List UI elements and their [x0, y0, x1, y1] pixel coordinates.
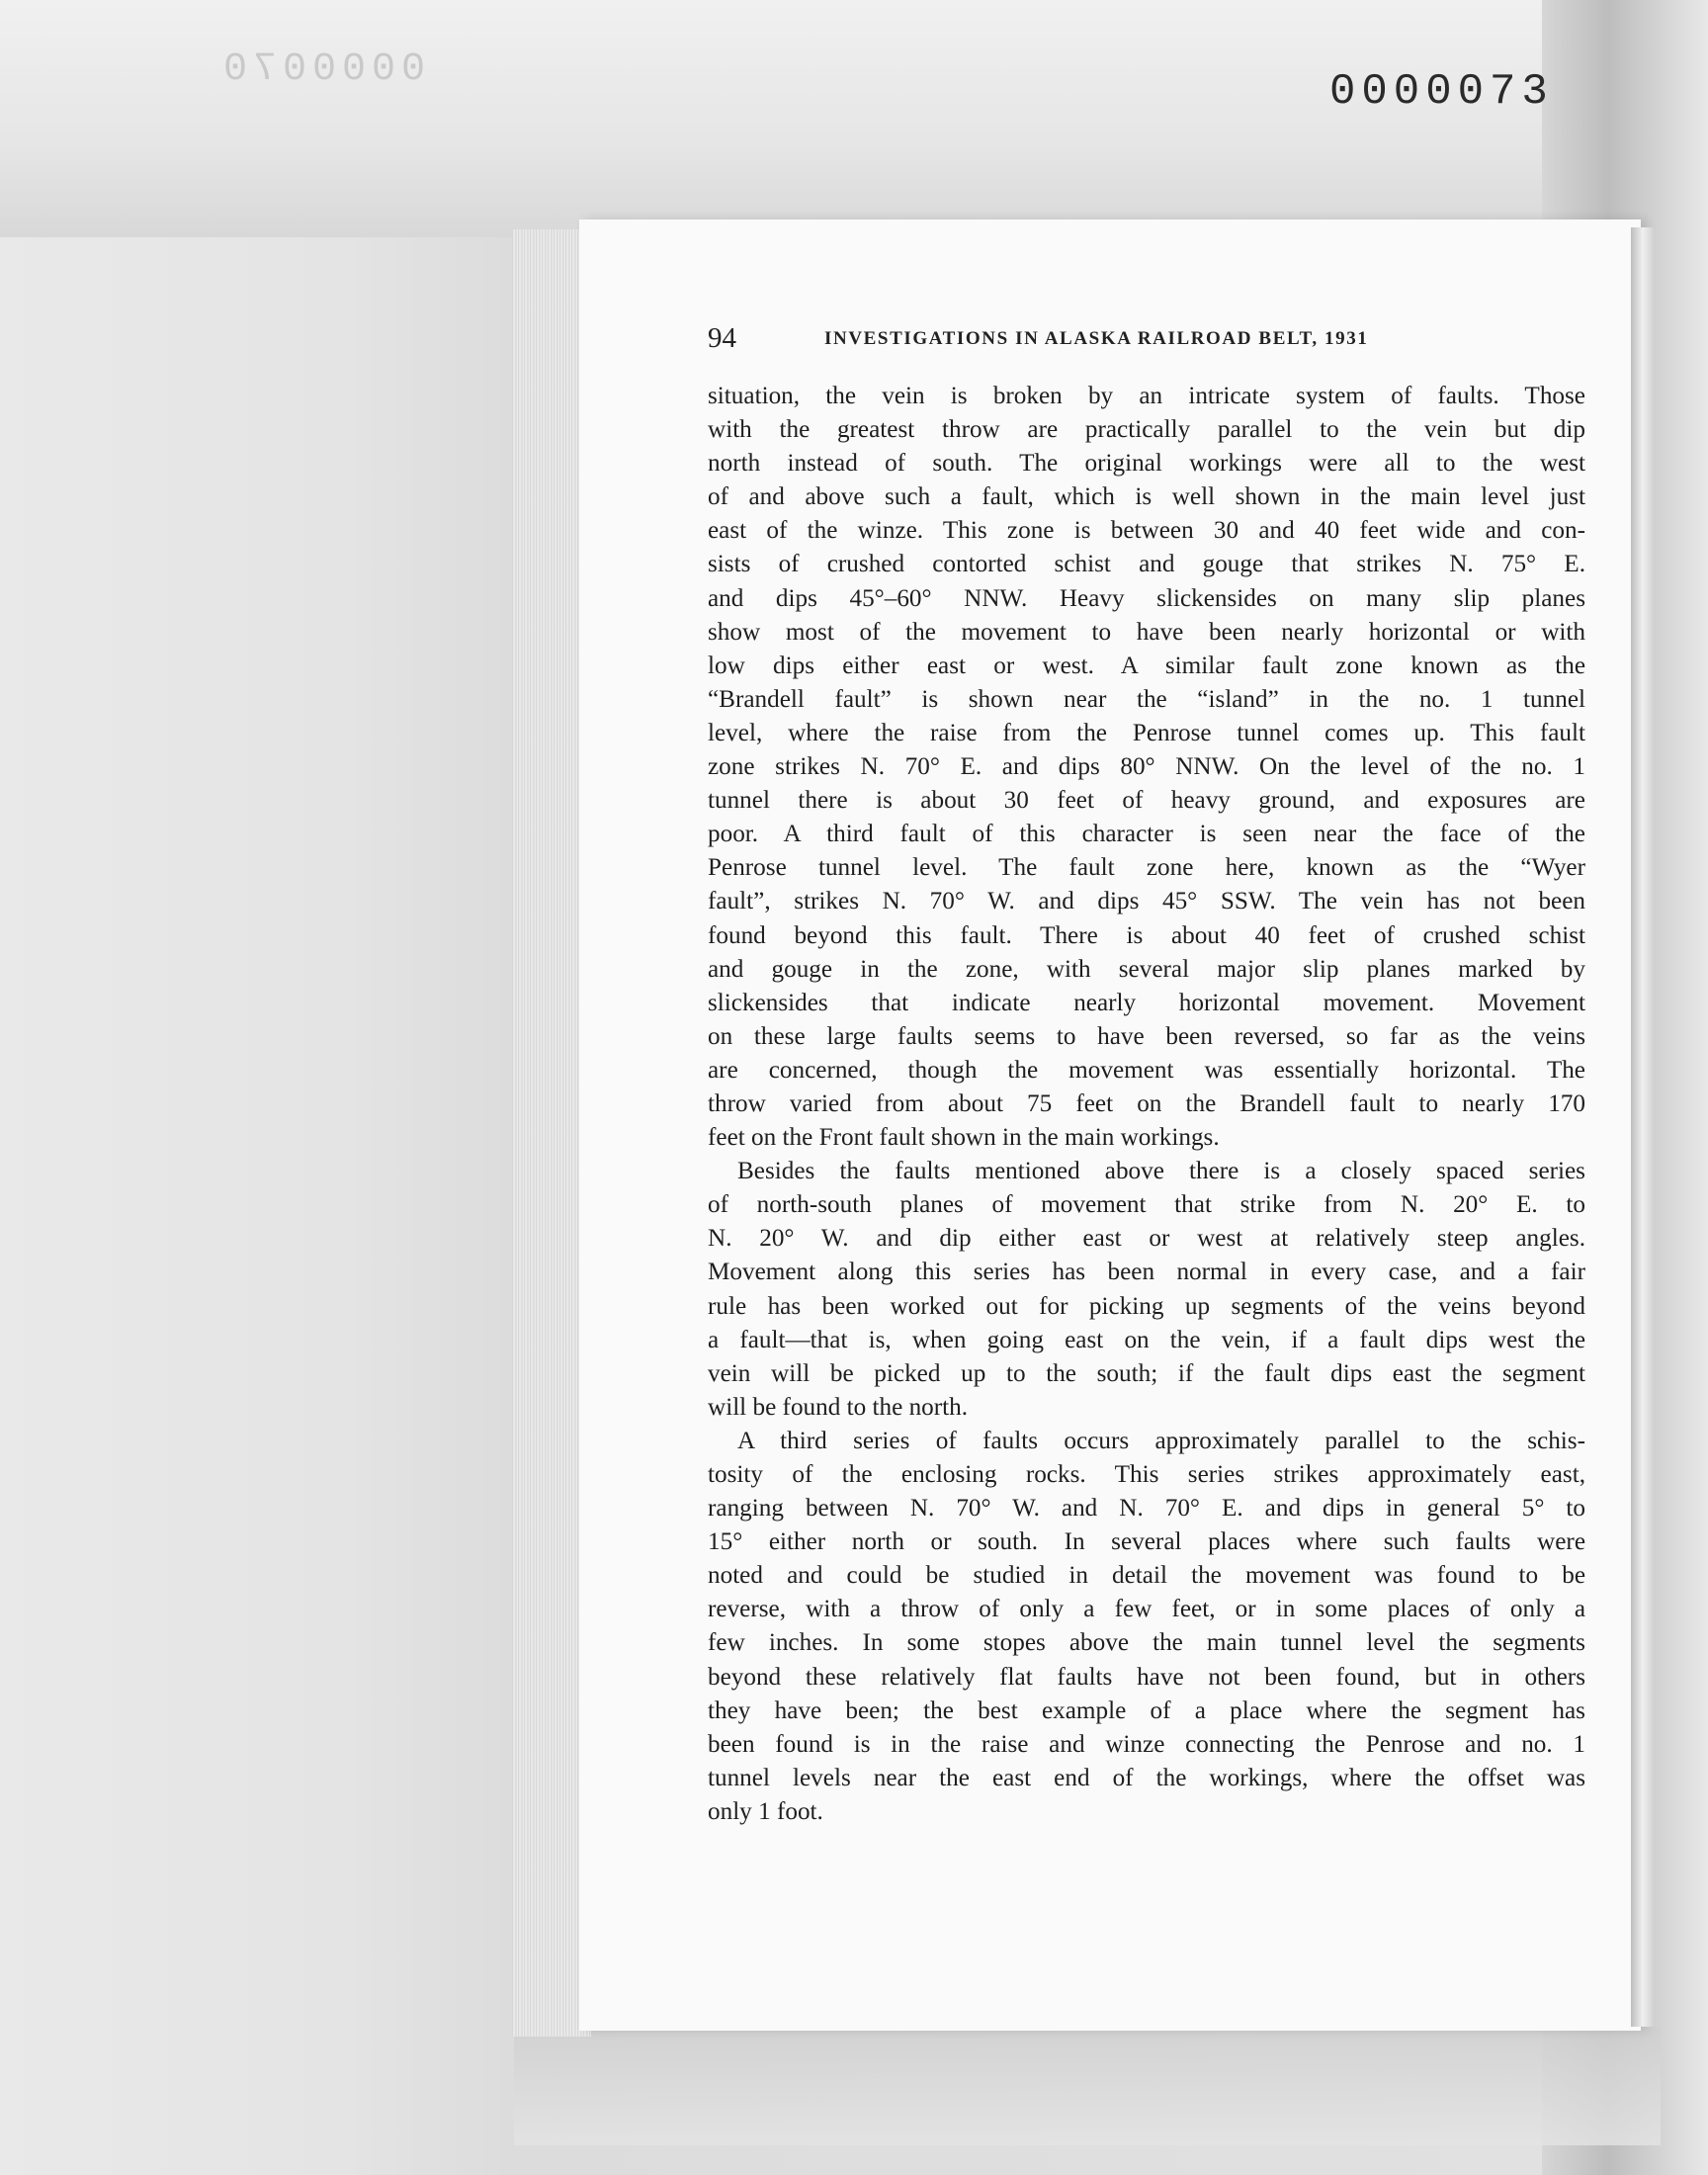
text-line: rule has been worked out for picking up segments of the veins beyond: [708, 1292, 1585, 1320]
text-line: of and above such a fault, which is well shown in the main level just: [708, 483, 1585, 511]
text-line: noted and could be studied in detail the movement was found to be: [708, 1562, 1585, 1590]
text-line: A third series of faults occurs approximately parallel to the schis-: [737, 1427, 1585, 1454]
text-line: 15° either north or south. In several places where such faults were: [708, 1528, 1585, 1556]
text-line: sists of crushed contorted schist and gouge that strikes N. 75° E.: [708, 551, 1585, 578]
text-line: reverse, with a throw of only a few feet, or in some places of only a: [708, 1596, 1585, 1623]
text-line: only 1 foot.: [708, 1797, 823, 1825]
text-line: vein will be picked up to the south; if the fault dips east the segment: [708, 1359, 1585, 1387]
text-line: fault”, strikes N. 70° W. and dips 45° SSW. The vein has not been: [708, 888, 1585, 915]
text-line: situation, the vein is broken by an intricate system of faults. Those: [708, 383, 1585, 409]
text-line: are concerned, though the movement was essentially horizontal. The: [708, 1056, 1585, 1084]
text-line: tosity of the enclosing rocks. This series strikes approximately east,: [708, 1461, 1585, 1488]
text-line: on these large faults seems to have been reversed, so far as the veins: [708, 1022, 1585, 1050]
body-text: [708, 380, 1585, 1829]
text-line: with the greatest throw are practically parallel to the vein but dip: [708, 416, 1585, 444]
text-line: will be found to the north.: [708, 1393, 969, 1421]
text-line: few inches. In some stopes above the main tunnel level the segments: [708, 1629, 1585, 1657]
text-line: beyond these relatively flat faults have not been found, but in others: [708, 1663, 1585, 1691]
scan-background-bottom: [514, 2027, 1661, 2145]
text-line: Movement along this series has been normal in every case, and a fair: [708, 1259, 1585, 1286]
paragraph-2: [708, 1155, 1585, 1425]
text-line: slickensides that indicate nearly horizontal movement. Movement: [708, 989, 1585, 1016]
text-line: a fault—that is, when going east on the vein, if a fault dips west the: [708, 1326, 1585, 1353]
text-line: zone strikes N. 70° E. and dips 80° NNW. On the level of the no. 1: [708, 753, 1585, 781]
text-line: ranging between N. 70° W. and N. 70° E. and dips in general 5° to: [708, 1495, 1585, 1522]
text-line: north instead of south. The original workings were all to the west: [708, 450, 1585, 478]
text-line: “Brandell fault” is shown near the “island” in the no. 1 tunnel: [708, 685, 1585, 713]
text-line: N. 20° W. and dip either east or west at relatively steep angles.: [708, 1225, 1585, 1253]
text-line: throw varied from about 75 feet on the Brandell fault to nearly 170: [708, 1089, 1585, 1117]
text-line: tunnel levels near the east end of the workings, where the offset was: [708, 1764, 1585, 1791]
page-number: 94: [708, 322, 736, 354]
text-line: found beyond this fault. There is about 40 feet of crushed schist: [708, 921, 1585, 949]
text-line: of north-south planes of movement that strike from N. 20° E. to: [708, 1191, 1585, 1219]
text-line: low dips either east or west. A similar fault zone known as the: [708, 652, 1585, 679]
running-title: INVESTIGATIONS IN ALASKA RAILROAD BELT, 1931: [824, 328, 1369, 349]
paragraph-1: [708, 380, 1585, 1155]
text-line: poor. A third fault of this character is seen near the face of the: [708, 821, 1585, 848]
text-line: level, where the raise from the Penrose tunnel comes up. This fault: [708, 719, 1585, 746]
text-line: Penrose tunnel level. The fault zone here, known as the “Wyer: [708, 854, 1585, 882]
text-line: and dips 45°–60° NNW. Heavy slickensides on many slip planes: [708, 584, 1585, 612]
ghost-stamp-number: 0000070: [217, 47, 426, 92]
scan-background-top: [0, 0, 1708, 237]
text-line: east of the winze. This zone is between 30 and 40 feet wide and con-: [708, 517, 1585, 545]
text-line: show most of the movement to have been nearly horizontal or with: [708, 618, 1585, 646]
text-line: feet on the Front fault shown in the main workings.: [708, 1124, 1220, 1152]
text-line: been found is in the raise and winze connecting the Penrose and no. 1: [708, 1730, 1585, 1758]
paragraph-3: [708, 1425, 1585, 1829]
text-line: tunnel there is about 30 feet of heavy ground, and exposures are: [708, 787, 1585, 815]
text-line: they have been; the best example of a place where the segment has: [708, 1696, 1585, 1724]
document-stamp-number: 0000073: [1329, 67, 1554, 117]
text-line: Besides the faults mentioned above there is a closely spaced series: [737, 1158, 1585, 1185]
page-header: [708, 322, 1471, 362]
book-spine-edge: [1631, 227, 1655, 2027]
text-line: and gouge in the zone, with several major slip planes marked by: [708, 955, 1585, 983]
